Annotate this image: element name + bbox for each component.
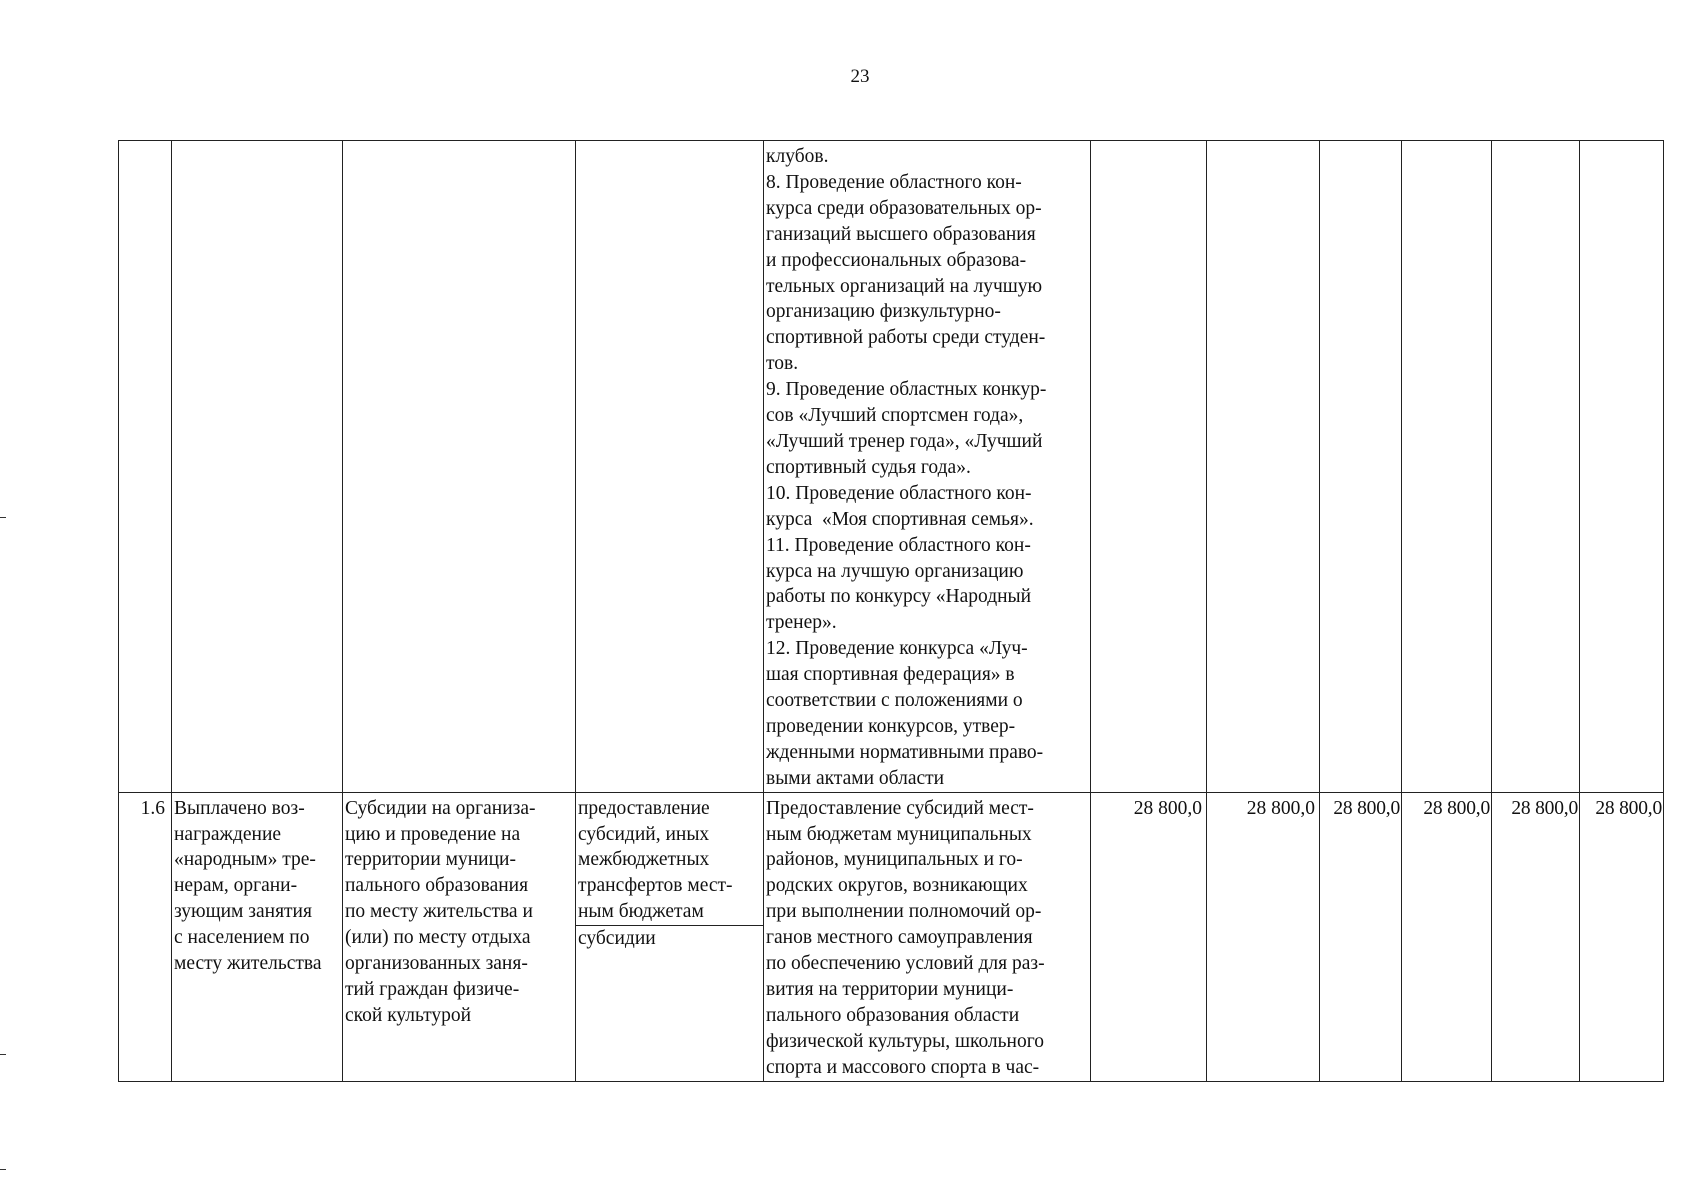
cell-subsidy bbox=[343, 141, 576, 793]
cell-subsidy: Субсидии на организа- цию и проведение на территории муници- пального образования по месту жительства и (или) по месту отдыха организованных заня- тий граждан физиче- ской культурой bbox=[343, 792, 576, 1081]
cell-amount: 28 800,0 bbox=[1091, 792, 1207, 1081]
table-row bbox=[119, 141, 1664, 793]
cell-result bbox=[172, 141, 343, 793]
cell-amount bbox=[1207, 141, 1320, 793]
page-number: 23 bbox=[850, 66, 870, 87]
cell-amount bbox=[1320, 141, 1402, 793]
cell-number bbox=[119, 141, 172, 793]
cell-amount bbox=[1091, 141, 1207, 793]
cell-mechanism bbox=[576, 141, 764, 793]
cell-amount bbox=[1492, 141, 1580, 793]
cell-amount: 28 800,0 bbox=[1207, 792, 1320, 1081]
margin-mark bbox=[0, 1169, 6, 1170]
measures-table bbox=[118, 140, 1664, 1082]
cell-description: Предоставление субсидий мест- ным бюджетам муниципальных районов, муниципальных и го- родских округов, возникающих при выполнении полномочий ор- ганов местного самоуправления по обеспечению условий для раз- вития на территории муници- пального образования области физической культуры, школьного спорта и массового спорта в час- bbox=[764, 792, 1091, 1081]
cell-activities: клубов. 8. Проведение областного кон- курса среди образовательных ор- ганизаций высшего образования и профессиональных образова- тельных организаций на лучшую организацию физкультурно- спортивной работы среди студен- тов. 9. Проведение областных конкур- сов «Лучший спортсмен года», «Лучший тренер года», «Лучший спортивный судья года». 10. Проведение областного кон- курса «Моя спортивная семья». 11. Проведение областного кон- курса на лучшую организацию работы по конкурсу «Народный тренер». 12. Проведение конкурса «Луч- шая спортивная федерация» в соответствии с положениями о проведении конкурсов, утвер- жденными нормативными право- выми актами области bbox=[764, 141, 1091, 793]
cell-amount: 28 800,0 bbox=[1580, 792, 1664, 1081]
cell-amount bbox=[1402, 141, 1492, 793]
cell-amount bbox=[1580, 141, 1664, 793]
cell-mechanism bbox=[576, 792, 764, 1081]
margin-mark bbox=[0, 1054, 6, 1055]
table-row bbox=[119, 792, 1664, 1081]
mechanism-bottom: субсидии bbox=[578, 928, 656, 950]
cell-result: Выплачено воз- награждение «народным» тре- нерам, органи- зующим занятия с населением по месту жительства bbox=[172, 792, 343, 1081]
cell-amount: 28 800,0 bbox=[1492, 792, 1580, 1081]
cell-amount: 28 800,0 bbox=[1402, 792, 1492, 1081]
cell-amount: 28 800,0 bbox=[1320, 792, 1402, 1081]
margin-mark bbox=[0, 517, 6, 518]
cell-number: 1.6 bbox=[119, 792, 172, 1081]
mechanism-top: предоставление субсидий, иных межбюджетных трансфертов мест- ным бюджетам bbox=[576, 796, 763, 927]
